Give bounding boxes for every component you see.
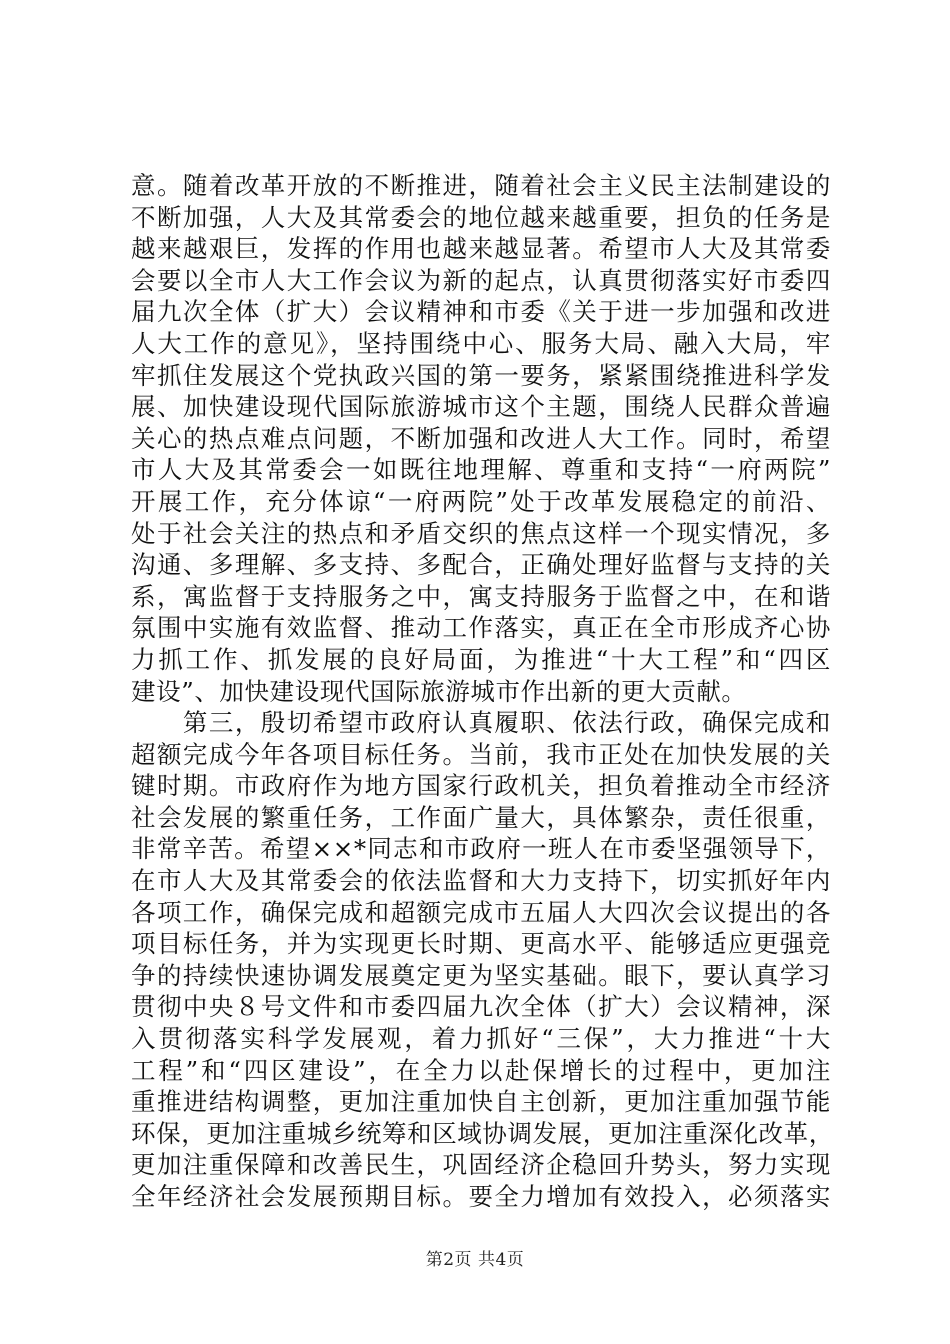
text-line: 牢抓住发展这个党执政兴国的第一要务，紧紧围绕推进科学发 bbox=[131, 360, 831, 390]
text-line: 环保，更加注重城乡统筹和区域协调发展，更加注重深化改革， bbox=[131, 1118, 834, 1148]
text-line: 开展工作，充分体谅“一府两院”处于改革发展稳定的前沿、 bbox=[131, 486, 831, 516]
text-line: 工程”和“四区建设”，在全力以赴保增长的过程中，更加注 bbox=[131, 1055, 831, 1085]
text-line: 意。随着改革开放的不断推进，随着社会主义民主法制建设的 bbox=[131, 171, 831, 200]
text-line: 重推进结构调整，更加注重加快自主创新，更加注重加强节能 bbox=[131, 1087, 831, 1117]
text-line: 届九次全体（扩大）会议精神和市委《关于进一步加强和改进 bbox=[131, 297, 831, 327]
text-line: 关心的热点难点问题，不断加强和改进人大工作。同时，希望 bbox=[131, 423, 831, 453]
text-line: 贯彻中央８号文件和市委四届九次全体（扩大）会议精神，深 bbox=[131, 992, 831, 1022]
text-line: 全年经济社会发展预期目标。要全力增加有效投入，必须落实 bbox=[131, 1182, 831, 1211]
text-line: 会要以全市人大工作会议为新的起点，认真贯彻落实好市委四 bbox=[131, 265, 831, 295]
text-line: 超额完成今年各项目标任务。当前，我市正处在加快发展的关 bbox=[131, 739, 831, 769]
text-line: 各项工作，确保完成和超额完成市五届人大四次会议提出的各 bbox=[131, 897, 831, 927]
text-line: 力抓工作、抓发展的良好局面，为推进“十大工程”和“四区 bbox=[131, 644, 831, 674]
text-line: 人大工作的意见》，坚持围绕中心、服务大局、融入大局，牢 bbox=[131, 328, 831, 358]
text-line: 展、加快建设现代国际旅游城市这个主题，围绕人民群众普遍 bbox=[131, 392, 831, 422]
text-line: 社会发展的繁重任务，工作面广量大，具体繁杂，责任很重， bbox=[131, 802, 831, 832]
text-line: 在市人大及其常委会的依法监督和大力支持下，切实抓好年内 bbox=[131, 866, 831, 896]
body-text bbox=[131, 170, 834, 1213]
text-line: 沟通、多理解、多支持、多配合，正确处理好监督与支持的关 bbox=[131, 550, 831, 580]
text-line: 系，寓监督于支持服务之中，寓支持服务于监督之中，在和谐 bbox=[131, 581, 831, 611]
text-line: 项目标任务，并为实现更长时期、更高水平、能够适应更强竞 bbox=[131, 929, 831, 959]
text-line: 越来越艰巨，发挥的作用也越来越显著。希望市人大及其常委 bbox=[131, 234, 831, 264]
text-line: 氛围中实施有效监督、推动工作落实，真正在全市形成齐心协 bbox=[131, 613, 831, 643]
text-line: 更加注重保障和改善民生，巩固经济企稳回升势头，努力实现 bbox=[131, 1150, 831, 1180]
text-line: 入贯彻落实科学发展观，着力抓好“三保”，大力推进“十大 bbox=[131, 1024, 831, 1054]
paragraph-end-line: 建设”、加快建设现代国际旅游城市作出新的更大贡献。 bbox=[131, 676, 747, 706]
text-line: 处于社会关注的热点和矛盾交织的焦点这样一个现实情况，多 bbox=[131, 518, 831, 548]
page-number-footer: 第2页 共4页 bbox=[425, 1250, 525, 1270]
text-line: 键时期。市政府作为地方国家行政机关，担负着推动全市经济 bbox=[131, 771, 831, 801]
text-line: 非常辛苦。希望××*同志和市政府一班人在市委坚强领导下， bbox=[131, 834, 831, 864]
paragraph-start-line: 第三，殷切希望市政府认真履职、依法行政，确保完成和 bbox=[131, 708, 831, 738]
text-line: 市人大及其常委会一如既往地理解、尊重和支持“一府两院” bbox=[131, 455, 831, 485]
text-line: 争的持续快速协调发展奠定更为坚实基础。眼下，要认真学习 bbox=[131, 960, 831, 990]
text-line: 不断加强，人大及其常委会的地位越来越重要，担负的任务是 bbox=[131, 202, 831, 232]
